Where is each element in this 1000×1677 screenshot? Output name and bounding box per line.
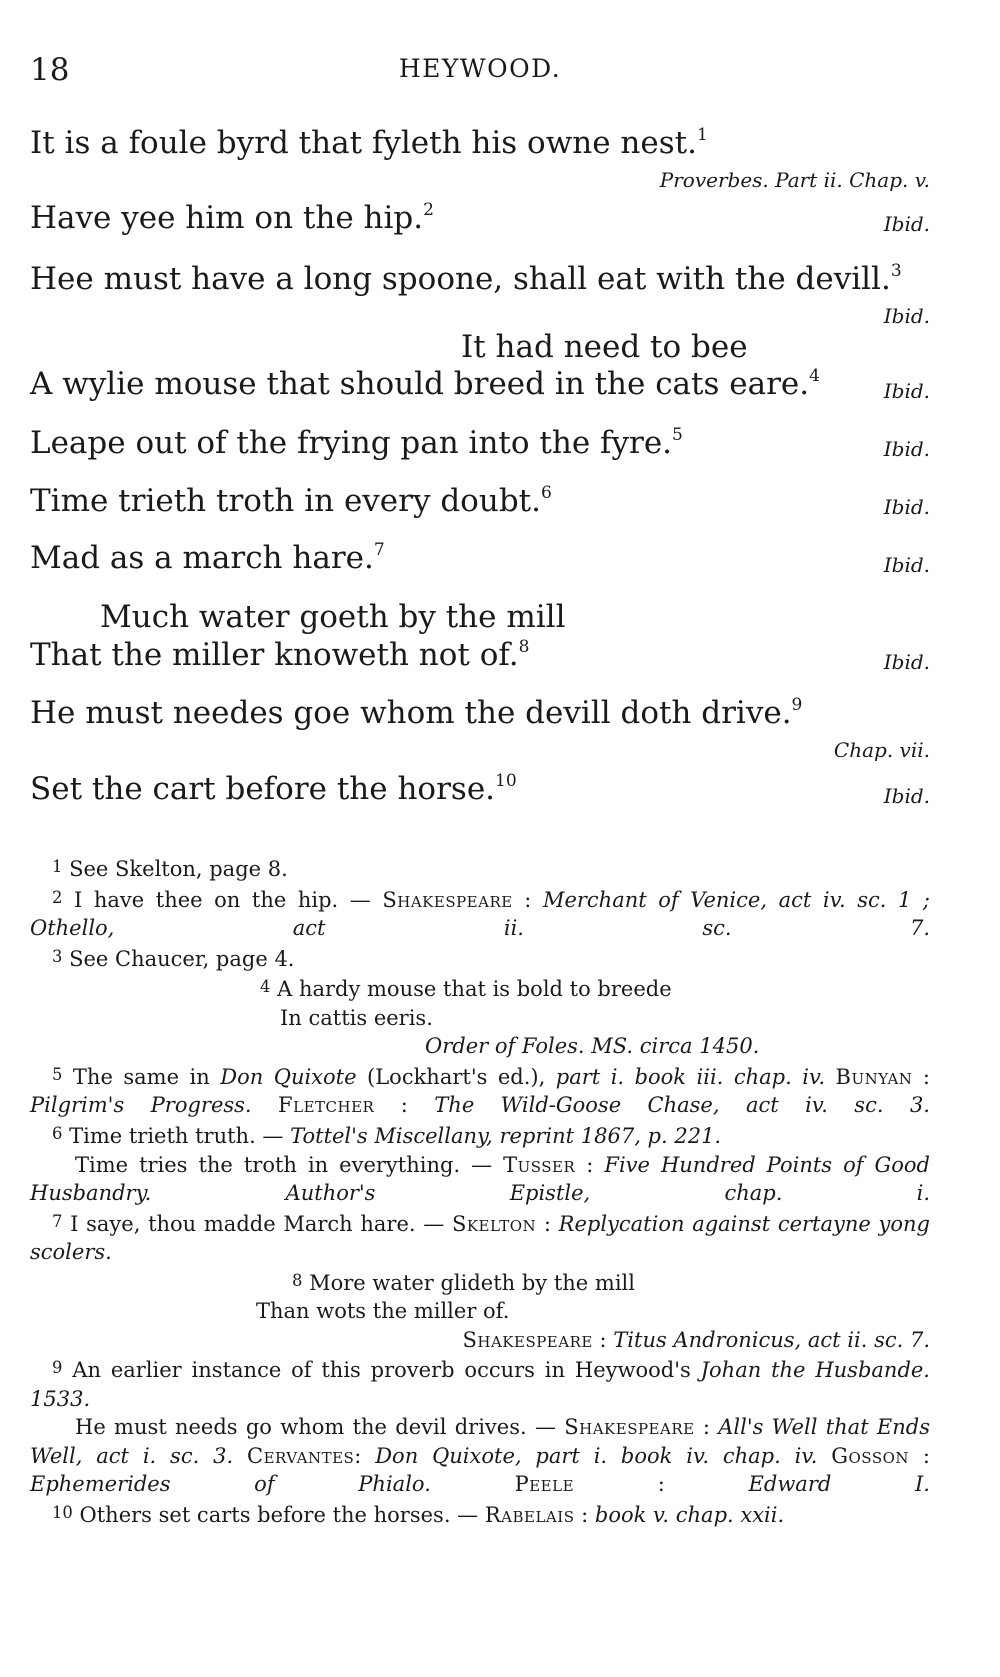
note-ref-5: 5	[672, 425, 683, 446]
footnote-2: 2 I have thee on the hip. — Shakespeare : Merchant of Venice, act iv. sc. 1 ; Othello, act ii. sc. 7.	[30, 887, 930, 941]
proverb-4-line-1: It had need to bee	[461, 329, 748, 365]
note-ref-2: 2	[423, 200, 434, 221]
footnote-1: 1 See Skelton, page 8.	[52, 857, 288, 882]
footnote-10: 10 Others set carts before the horses. — Rabelais : book v. chap. xxii.	[52, 1502, 785, 1527]
proverb-5-source: Ibid.	[883, 437, 930, 461]
note-ref-3: 3	[890, 261, 902, 282]
proverb-3: Hee must have a long spoone, shall eat with the devill.$^3$	[30, 261, 902, 297]
footnote-8-attribution: Shakespeare : Titus Andronicus, act ii. sc. 7.	[462, 1327, 930, 1352]
footnote-6-continued: Time tries the troth in everything. — Tusser : Five Hundred Points of Good Husbandry. Author's Epistle, chap. i.	[30, 1152, 930, 1206]
proverb-1: It is a foule byrd that fyleth his owne nest.$^1$	[30, 125, 708, 161]
footnote-8-line-1: 8 More water glideth by the mill	[292, 1270, 635, 1295]
proverb-2-source: Ibid.	[883, 212, 930, 236]
proverb-6-source: Ibid.	[883, 495, 930, 519]
proverb-9: He must needes goe whom the devill doth drive.$^9$	[30, 695, 803, 731]
proverb-7: Mad as a march hare.$^7$	[30, 540, 385, 576]
footnote-9-continued: He must needs go whom the devil drives. — Shakespeare : All's Well that Ends Well, act i. sc. 3. Cervantes: Don Quixote, part i. book iv. chap. iv. Gosson : Ephemerides of Phialo. Peele : Edward I.	[30, 1415, 930, 1497]
note-ref-8: 8	[518, 637, 530, 658]
proverb-8-line-2: That the miller knoweth not of.$^8$	[30, 637, 530, 673]
proverb-5: Leape out of the frying pan into the fyre.$^5$	[30, 425, 683, 461]
running-head: HEYWOOD.	[398, 54, 562, 83]
footnote-9: 9 An earlier instance of this proverb occurs in Heywood's Johan the Husbande. 1533.	[30, 1358, 930, 1411]
proverb-4-line-2: A wylie mouse that should breed in the cats eare.$^4$	[30, 366, 820, 402]
proverb-8-line-1: Much water goeth by the mill	[100, 599, 566, 635]
footnote-4-line-1: 4 A hardy mouse that is bold to breede	[260, 977, 672, 1002]
footnote-4-line-2: In cattis eeris.	[280, 1005, 433, 1030]
proverb-10-source: Ibid.	[883, 784, 930, 808]
footnote-7: 7 I saye, thou madde March hare. — Skelton : Replycation against certayne yong scolers.	[30, 1211, 931, 1265]
proverb-7-source: Ibid.	[883, 553, 930, 577]
page-number: 18	[30, 52, 70, 88]
proverb-8-source: Ibid.	[883, 650, 930, 674]
note-ref-6: 6	[540, 483, 552, 504]
note-ref-7: 7	[373, 540, 385, 561]
footnotes	[30, 853, 930, 1529]
footnote-4-attribution: Order of Foles. MS. circa 1450.	[425, 1034, 760, 1059]
proverb-6: Time trieth troth in every doubt.$^6$	[30, 483, 552, 519]
footnote-5: 5 The same in Don Quixote (Lockhart's ed.), part i. book iii. chap. iv. Bunyan : Pilgrim's Progress. Fletcher : The Wild-Goose Chase, act iv. sc. 3.	[30, 1064, 930, 1118]
proverb-9-source: Chap. vii.	[833, 738, 930, 762]
proverb-1-source: Proverbes. Part ii. Chap. v.	[659, 168, 930, 192]
proverb-10: Set the cart before the horse.$^{10}$	[30, 771, 517, 807]
proverb-2: Have yee him on the hip.$^2$	[30, 200, 434, 236]
note-ref-1: 1	[696, 125, 708, 146]
note-ref-4: 4	[809, 366, 820, 387]
proverb-4-source: Ibid.	[883, 379, 930, 403]
note-ref-9: 9	[791, 695, 803, 716]
page-header	[30, 52, 930, 92]
footnote-8-line-2: Than wots the miller of.	[256, 1299, 510, 1324]
proverb-3-source: Ibid.	[883, 304, 930, 328]
note-ref-10: 10	[495, 771, 517, 792]
footnote-6: 6 Time trieth truth. — Tottel's Miscellany, reprint 1867, p. 221.	[52, 1123, 722, 1149]
footnote-3: 3 See Chaucer, page 4.	[52, 946, 295, 971]
